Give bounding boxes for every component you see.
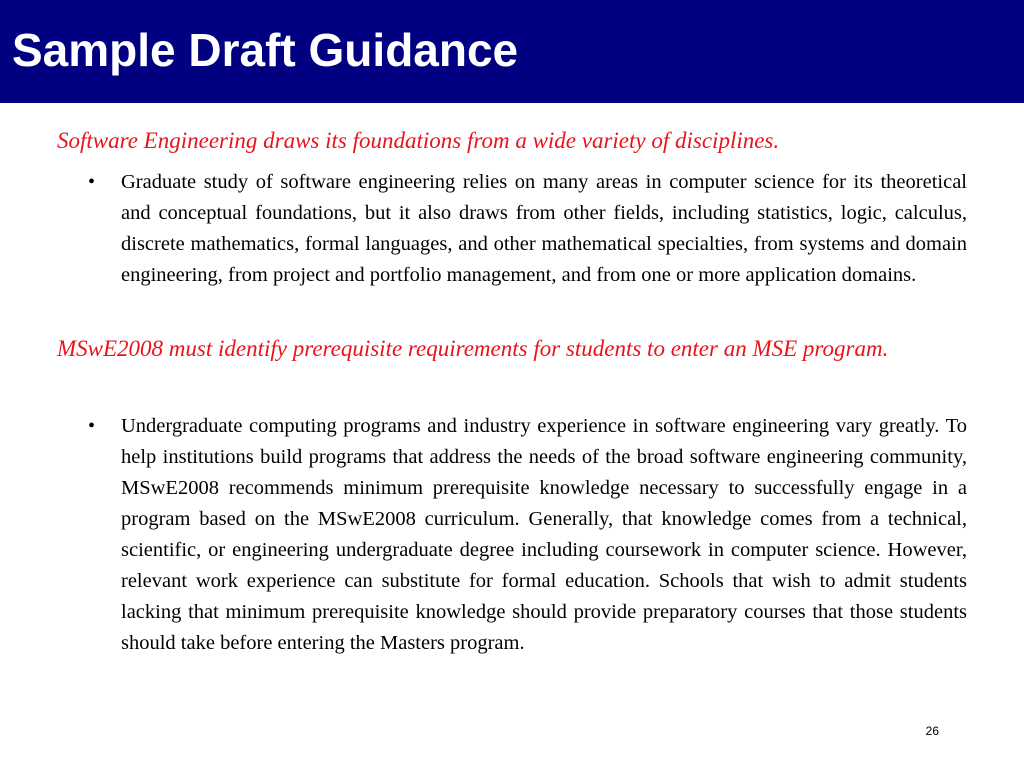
title-bar xyxy=(0,0,1024,103)
bullet-icon: • xyxy=(88,415,96,437)
page-number: 26 xyxy=(925,724,939,738)
bullet-icon: • xyxy=(88,171,96,193)
section-heading-prerequisites: MSwE2008 must identify prerequisite requirements for students to enter an MSE program. xyxy=(57,336,889,361)
bullet-text-graduate-study: Graduate study of software engineering relies on many areas in computer science for its theoretical and conceptual foundations, but it also draws from other fields, including statistics, logic, calculus, discrete mathematics, formal languages, and other mathematical specialties, from systems and domain engineering, from project and portfolio management, and from one or more application domains. xyxy=(121,171,967,286)
bullet-text-undergraduate-programs: Undergraduate computing programs and industry experience in software engineering vary greatly. To help institutions build programs that address the needs of the broad software engineering community, MSwE2008 recommends minimum prerequisite knowledge necessary to successfully engage in a program based on the MSwE2008 curriculum. Generally, that knowledge comes from a technical, scientific, or engineering undergraduate degree including coursework in computer science. However, relevant work experience can substitute for formal education. Schools that wish to admit students lacking that minimum prerequisite knowledge should provide preparatory courses that those students should take before entering the Masters program. xyxy=(121,415,967,654)
section-heading-disciplines: Software Engineering draws its foundations from a wide variety of disciplines. xyxy=(57,128,780,153)
slide-title: Sample Draft Guidance xyxy=(12,24,519,76)
